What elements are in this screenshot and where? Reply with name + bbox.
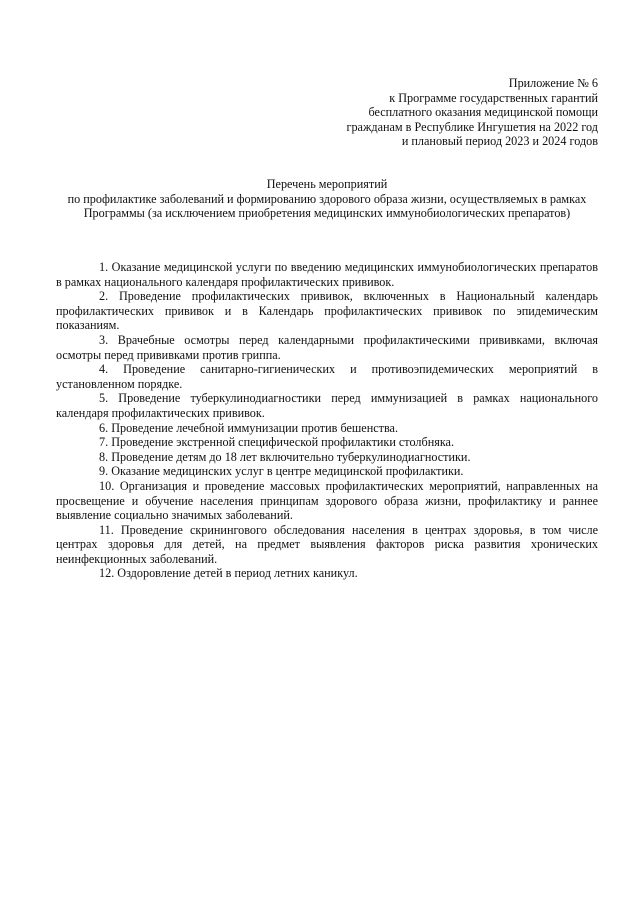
- appendix-line: и плановый период 2023 и 2024 годов: [401, 134, 598, 149]
- list-item: 9. Оказание медицинских услуг в центре медицинской профилактики.: [99, 464, 464, 479]
- list-item: 12. Оздоровление детей в период летних каникул.: [99, 566, 358, 581]
- list-item: 5. Проведение туберкулинодиагностики перед иммунизацией в рамках национального календаря профилактических прививок.: [56, 391, 598, 420]
- appendix-header: [268, 76, 598, 149]
- list-item: 3. Врачебные осмотры перед календарными профилактическими прививками, включая осмотры перед прививками против гриппа.: [56, 332, 598, 362]
- appendix-line: бесплатного оказания медицинской помощи: [368, 105, 598, 120]
- list-item: 11. Проведение скринингового обследования населения в центрах здоровья, в том числе центрах здоровья для детей, на предмет выявления факторов риска развития хронических неинфекционных заболеваний.: [56, 522, 598, 566]
- appendix-line: к Программе государственных гарантий: [389, 90, 598, 105]
- appendix-line: Приложение № 6: [508, 76, 598, 90]
- list-item: 6. Проведение лечебной иммунизации против бешенства.: [99, 420, 399, 435]
- measures-list: [56, 260, 598, 581]
- appendix-line: гражданам в Республике Ингушетия на 2022 год: [346, 119, 598, 134]
- list-item: 7. Проведение экстренной специфической профилактики столбняка.: [99, 435, 455, 450]
- list-item: 10. Организация и проведение массовых профилактических мероприятий, направленных на просвещение и обучение населения принципам здорового образа жизни, профилактику и раннее выявление социально значимых заболеваний.: [56, 478, 598, 523]
- list-item: 2. Проведение профилактических прививок, включенных в Национальный календарь профилактических прививок и в Календарь профилактических прививок по эпидемическим показаниям.: [56, 289, 598, 333]
- title-subheading: по профилактике заболеваний и формированию здорового образа жизни, осуществляемых в рамках Программы (за исключением приобретения медицинских иммунобиологических препаратов): [67, 191, 587, 221]
- list-item: 8. Проведение детям до 18 лет включительно туберкулинодиагностики.: [99, 449, 471, 464]
- title-heading: Перечень мероприятий: [266, 177, 388, 191]
- list-item: 4. Проведение санитарно-гигиенических и противоэпидемических мероприятий в установленном порядке.: [56, 362, 598, 391]
- document-title: [64, 177, 590, 221]
- list-item: 1. Оказание медицинской услуги по введению медицинских иммунобиологических препаратов в рамках национального календаря профилактических прививок.: [56, 260, 598, 289]
